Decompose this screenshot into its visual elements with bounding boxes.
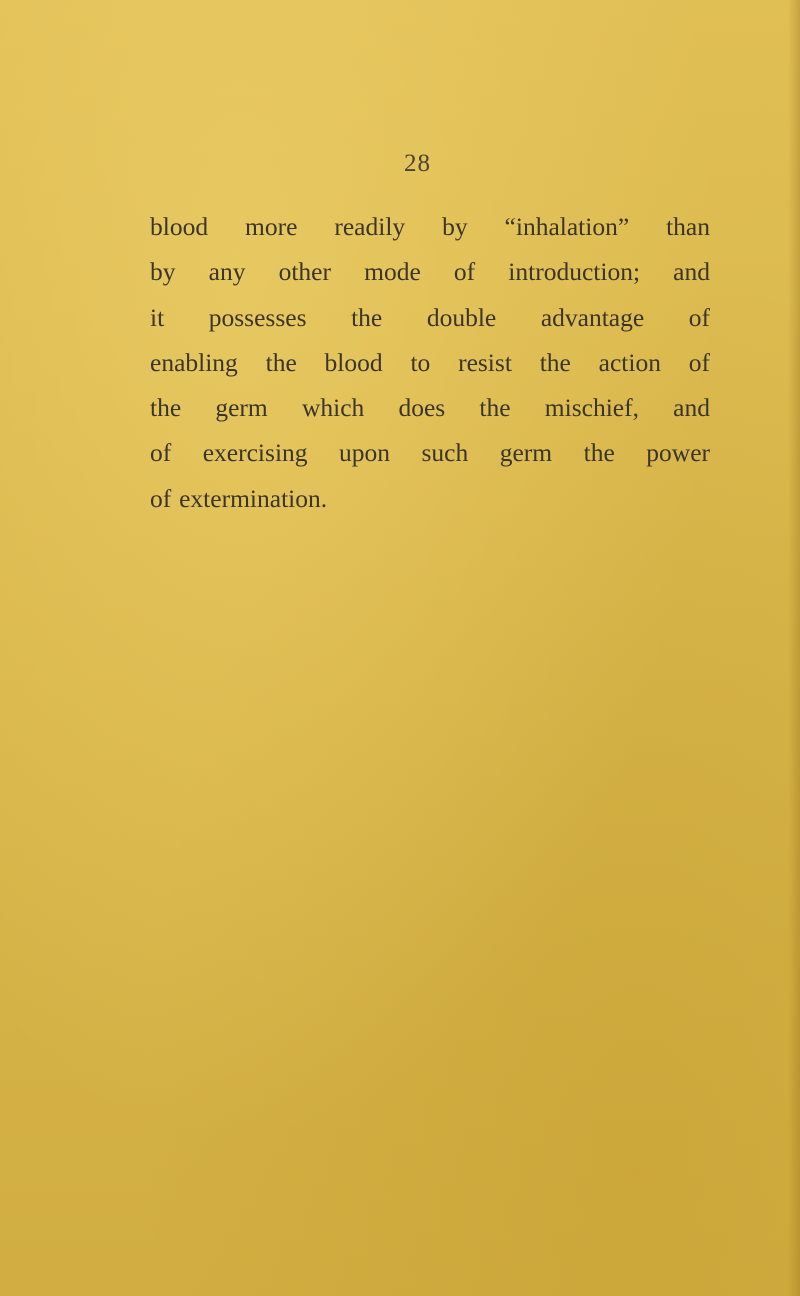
text-line: of exercising upon such germ the power <box>150 438 710 468</box>
text-line: by any other mode of introduction; and <box>150 257 710 287</box>
text-line: of extermination. <box>150 483 328 513</box>
text-line: enabling the blood to resist the action of <box>150 347 710 377</box>
text-line: it possesses the double advantage of <box>150 302 710 332</box>
paragraph <box>150 204 710 521</box>
text-line: blood more readily by “inhalation” than <box>150 212 710 241</box>
text-line: the germ which does the mischief, and <box>150 393 710 423</box>
page-number: 28 <box>404 150 431 177</box>
page-edge-shadow <box>788 0 800 1296</box>
